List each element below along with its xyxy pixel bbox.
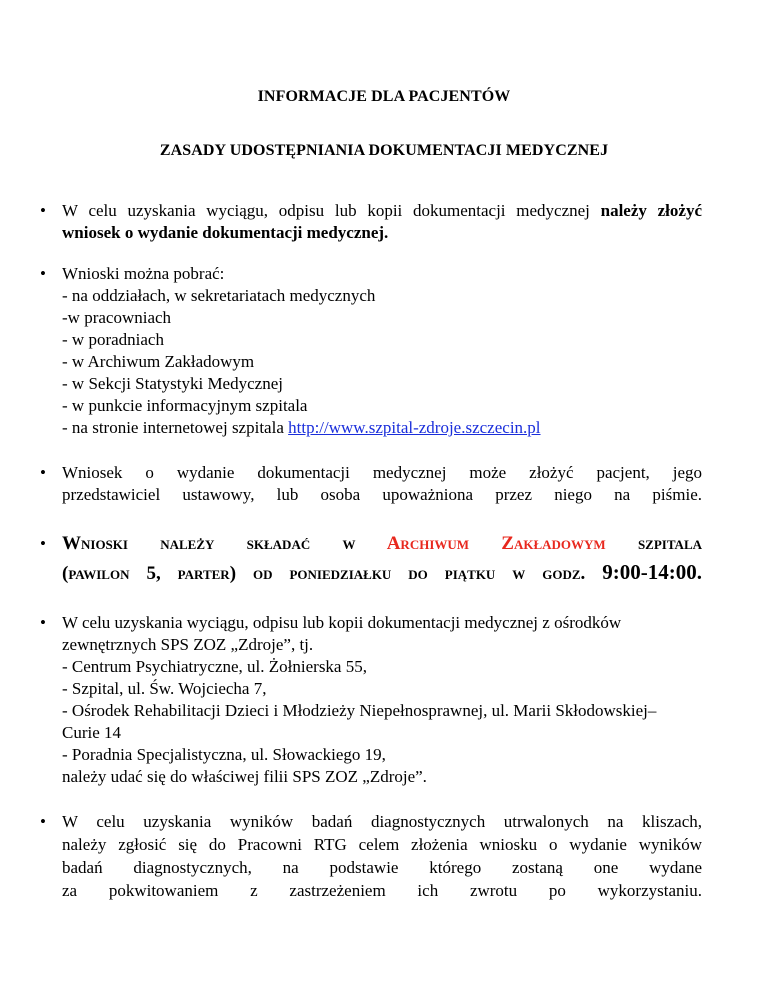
list-item: - Centrum Psychiatryczne, ul. Żołnierska 55,: [62, 657, 367, 676]
bullet-dot: •: [40, 534, 46, 553]
list-item: - Szpital, ul. Św. Wojciecha 7,: [62, 679, 267, 698]
bullet-dot: •: [40, 264, 46, 283]
list-item: - na oddziałach, w sekretariatach medycznych: [62, 286, 376, 305]
list-item: - w punkcie informacyjnym szpitala: [62, 396, 308, 415]
hospital-website-link[interactable]: http://www.szpital-zdroje.szczecin.pl: [288, 418, 541, 437]
bullet-dot: •: [40, 201, 46, 220]
document-page: INFORMACJE DLA PACJENTÓW ZASADY UDOSTĘPNIANIA DOKUMENTACJI MEDYCZNEJ • W celu uzyskania wyciągu, odpisu lub kopii dokumentacji medycznej należy złożyć wniosek o wydanie dokumentacji medycznej. • Wnioski można pobrać: - na oddziałach, w sekretariatach medycznych -w pracowniach - w poradniach - w Archiwum Zakładowym - w Sekcji Statystyki Medycznej - w punkcie informacyjnym szpitala - na stronie internetowej szpitala http://www.szpital-zdroje.szczecin.pl • Wniosek o wydanie dokumentacji medycznej może złożyć pacjent, jego przedstawiciel ustawowy, lub osoba upoważniona przez niego na piśmie. • Wnioski należy składać w Archiwum Zakładowym szpitala (pawilon 5, parter) od poniedziałku do piątku w godz. 9:00-14:00. • W celu uzyskania wyciągu, odpisu lub kopii dokumentacji medycznej z ośrodków zewnętrznych SPS ZOZ „Zdroje”, tj. - Centrum Psychiatryczne, ul. Żołnierska 55, - Szpital, ul. Św. Wojciecha 7, - Ośrodek Rehabilitacji Dzieci i Młodzieży Niepełnosprawnej, ul. Marii Skłodowskiej– Curie 14 - Poradnia Specjalistyczna, ul. Słowackiego 19, należy udać się do właściwej filii SPS ZOZ „Zdroje”. • W celu uzyskania wyników badań diagnostycznych utrwalonych na kliszach, należy zgłosić się do Pracowni RTG celem złożenia wniosku o wydanie wyników badań diagnostycznych, na podstawie którego zostaną one wydane za pokwitowaniem z zastrzeżeniem ich zwrotu po wykorzystaniu.: [0, 0, 768, 994]
office-hours: 9:00-14:00.: [602, 560, 703, 584]
list-item: - w Sekcji Statystyki Medycznej: [62, 374, 283, 393]
list-item: - w Archiwum Zakładowym: [62, 352, 255, 371]
list-item: - w poradniach: [62, 330, 164, 349]
bullet-dot: •: [40, 812, 46, 831]
list-item: -w pracowniach: [62, 308, 172, 327]
forms-intro: Wnioski można pobrać:: [62, 264, 225, 283]
bullet-dot: •: [40, 613, 46, 632]
page-subtitle: ZASADY UDOSTĘPNIANIA DOKUMENTACJI MEDYCZNEJ: [159, 142, 609, 159]
page-title: INFORMACJE DLA PACJENTÓW: [257, 88, 511, 105]
list-item: - Ośrodek Rehabilitacji Dzieci i Młodzieży Niepełnosprawnej, ul. Marii Skłodowskiej–: [62, 701, 657, 720]
archive-highlight: Archiwum Zakładowym: [386, 533, 606, 554]
list-item: - Poradnia Specjalistyczna, ul. Słowackiego 19,: [62, 745, 386, 764]
bullet-dot: •: [40, 463, 46, 482]
